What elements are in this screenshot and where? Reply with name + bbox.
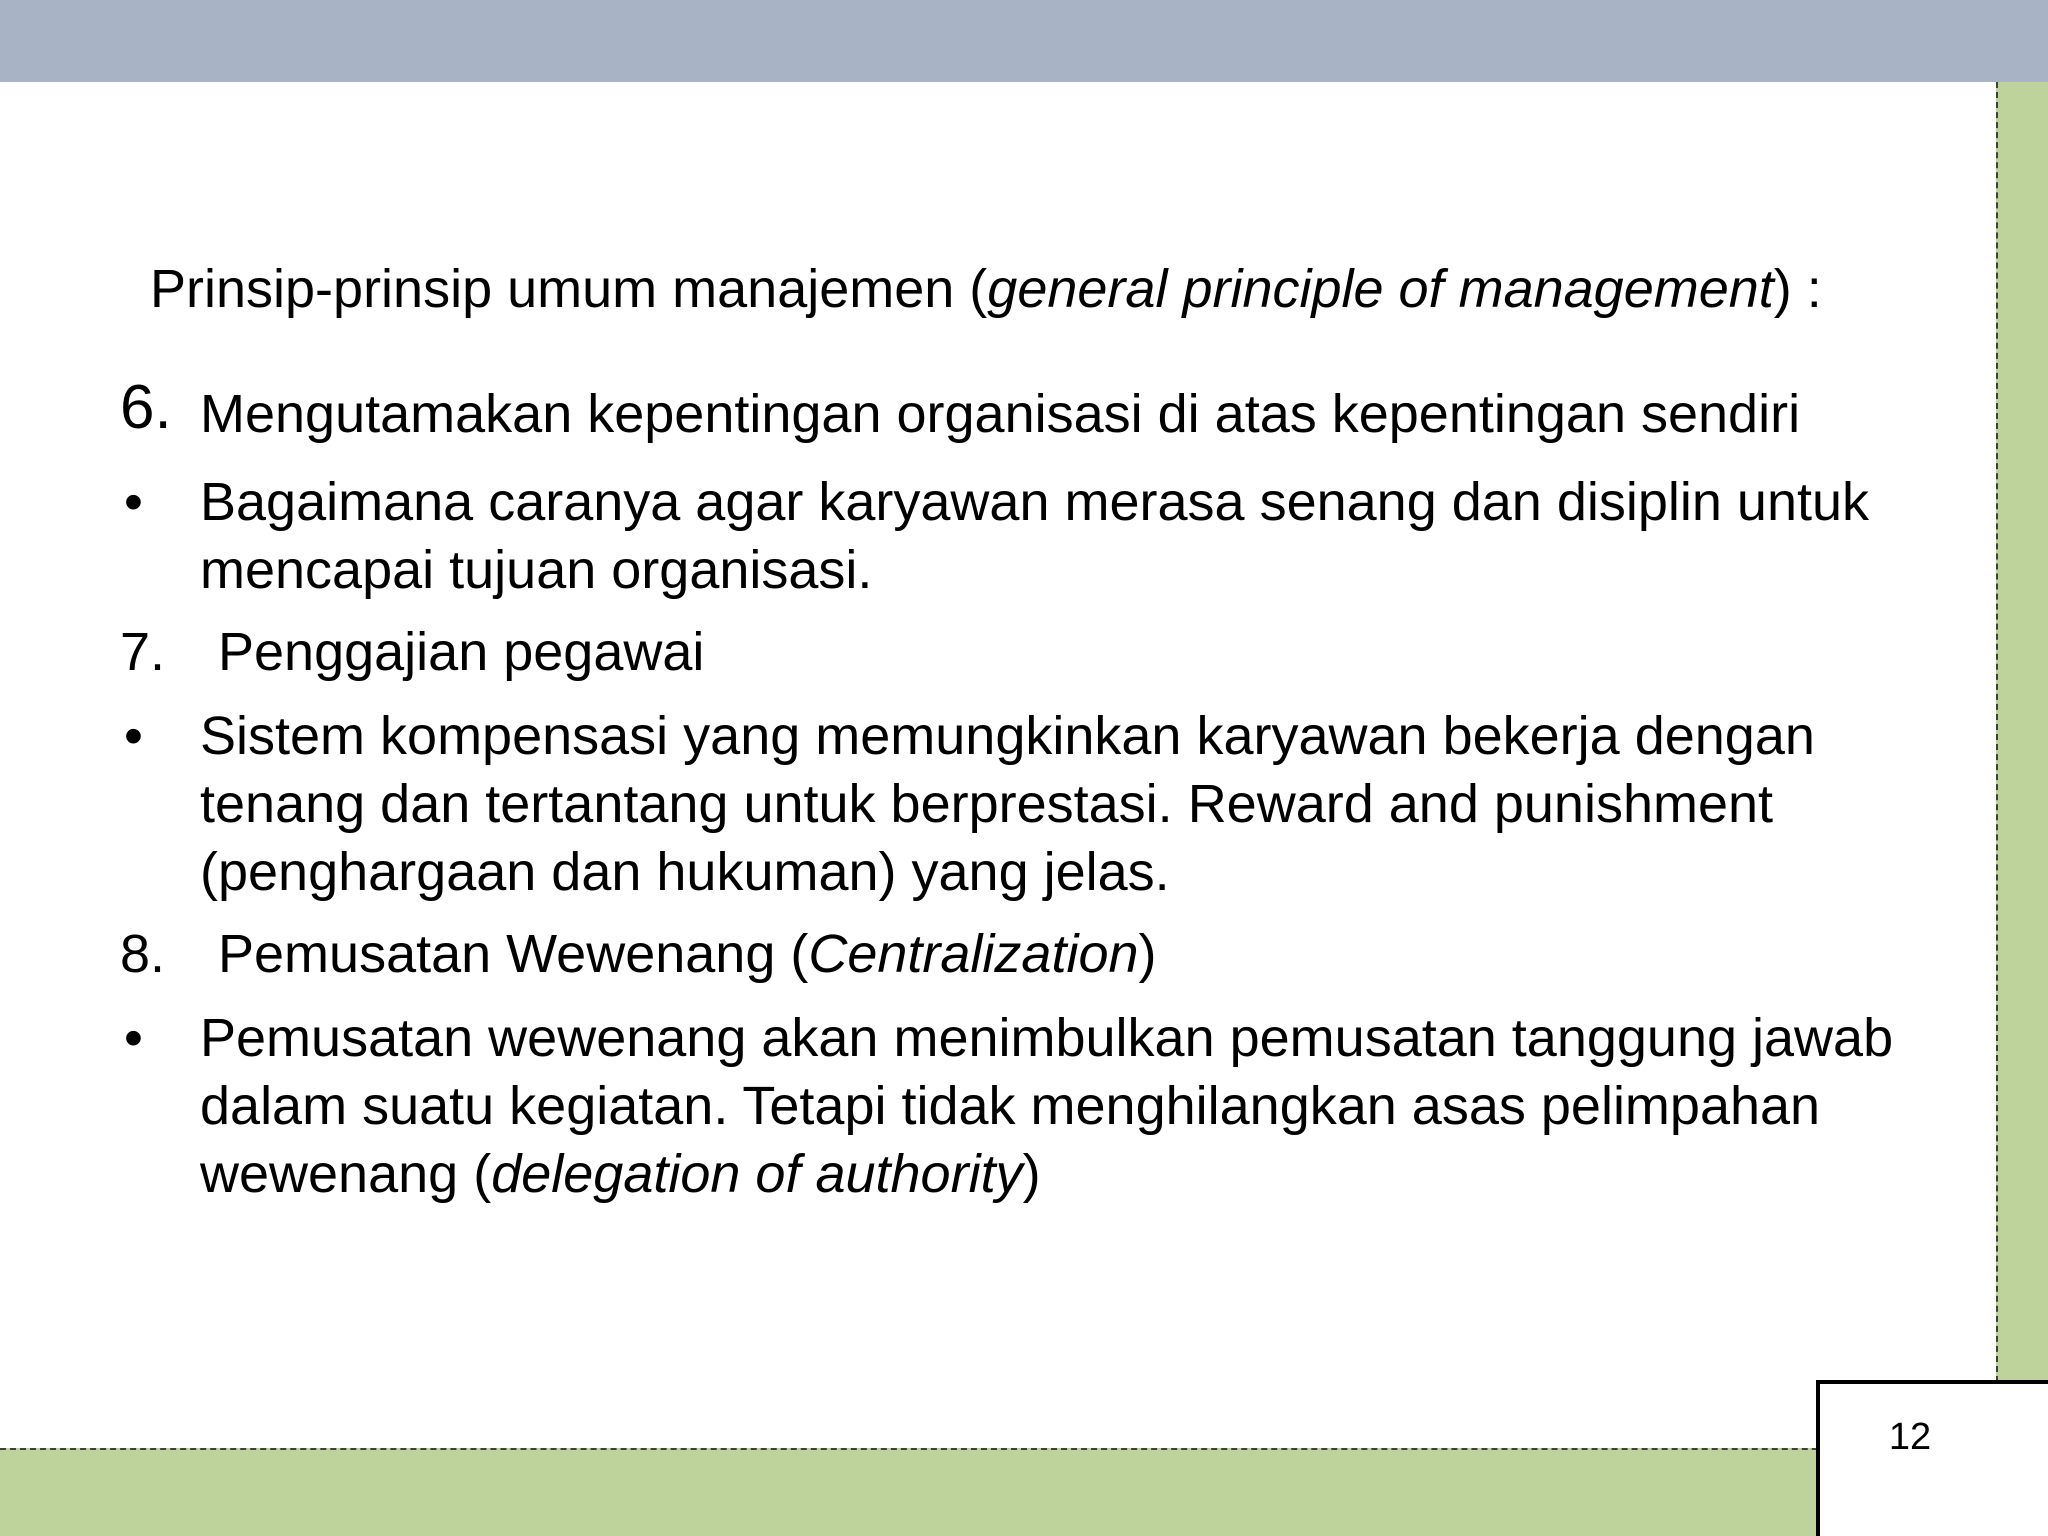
page-number-box bbox=[1816, 1380, 2048, 1536]
bullet-text: Bagaimana caranya agar karyawan merasa senang dan disiplin untuk mencapai tujuan organisasi. bbox=[200, 472, 1870, 600]
item-number: 8. bbox=[120, 924, 166, 984]
heading-suffix: ) : bbox=[1773, 259, 1822, 319]
bullet-marker: • bbox=[124, 1008, 143, 1068]
item-text-italic: Centralization bbox=[808, 924, 1139, 984]
bullet-text-part: Pemusatan wewenang akan menimbulkan pemusatan tanggung jawab dalam suatu kegiatan. Tetapi tidak menghilangkan asas pelimpahan wewenang ( bbox=[200, 1008, 1894, 1204]
item-text-part: Pemusatan Wewenang ( bbox=[218, 924, 809, 984]
list-item-8 bbox=[120, 920, 1980, 988]
item-text-suffix: ) bbox=[1138, 924, 1157, 984]
slide-heading bbox=[150, 258, 1822, 320]
bullet-text-italic: delegation of authority bbox=[491, 1144, 1023, 1204]
page-number: 12 bbox=[1888, 1416, 1932, 1458]
item-text: Mengutamakan kepentingan organisasi di atas kepentingan sendiri bbox=[200, 384, 1801, 444]
heading-italic: general principle of management bbox=[987, 259, 1774, 319]
bullet-item bbox=[120, 468, 1980, 604]
item-number: 7. bbox=[120, 622, 166, 682]
right-side-band bbox=[1996, 82, 2048, 1382]
bullet-text-suffix: ) bbox=[1022, 1144, 1041, 1204]
bottom-footer-band bbox=[0, 1448, 2048, 1536]
list-item-7 bbox=[120, 618, 1980, 686]
bullet-marker: • bbox=[124, 706, 143, 766]
list-item-6 bbox=[120, 373, 1980, 448]
top-header-band bbox=[0, 0, 2048, 82]
heading-text: Prinsip-prinsip umum manajemen ( bbox=[150, 259, 988, 319]
item-number: 6. bbox=[120, 373, 172, 442]
item-text: Penggajian pegawai bbox=[218, 622, 705, 682]
item-text bbox=[218, 920, 1980, 988]
bullet-item bbox=[120, 702, 1980, 906]
bullet-item bbox=[120, 1004, 1980, 1208]
bullet-text bbox=[200, 1004, 1980, 1208]
bullet-marker: • bbox=[124, 472, 143, 532]
bullet-text: Sistem kompensasi yang memungkinkan karyawan bekerja dengan tenang dan tertantang untuk berprestasi. Reward and punishment (penghargaan dan hukuman) yang jelas. bbox=[200, 706, 1815, 902]
